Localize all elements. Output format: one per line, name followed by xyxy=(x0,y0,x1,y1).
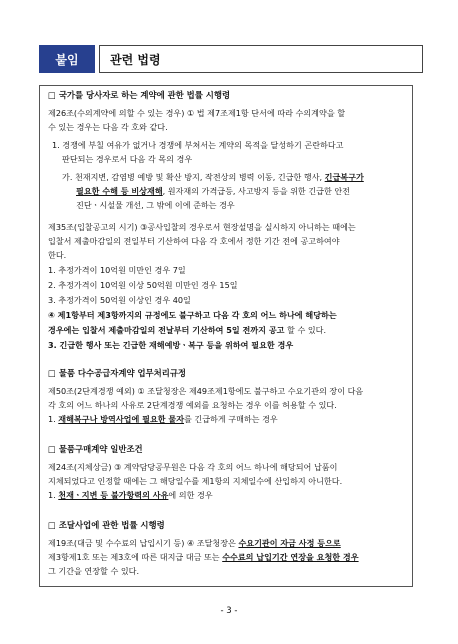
paragraph-line: 입찰서 제출마감일의 전일부터 기산하여 다음 각 호에서 정한 기간 전에 공고하여야 xyxy=(48,236,340,246)
attachment-badge: 붙임 xyxy=(39,45,95,73)
text-run: 1. xyxy=(48,490,59,500)
emphasis-text: 수수료의 납입기간 연장을 요청한 경우 xyxy=(222,552,359,562)
paragraph-line: 수 있는 경우는 다음 각 호와 같다. xyxy=(48,122,168,132)
text-run: , 원자재의 가격급등, 사고방지 등을 위한 긴급한 안전 xyxy=(162,186,350,196)
paragraph-line: 지체되었다고 인정할 때에는 그 해당일수를 제1항의 지체일수에 산입하지 아니한다. xyxy=(48,476,343,486)
page-number: - 3 - xyxy=(220,606,238,616)
emphasis-text: 수요기관이 자금 사정 등으로 xyxy=(238,538,341,548)
page-title: 관련 법령 xyxy=(99,45,423,73)
list-item xyxy=(48,414,408,425)
list-item: 진단ㆍ시설물 개선, 그 밖에 이에 준하는 경우 xyxy=(76,200,235,210)
paragraph-line: 각 호의 어느 하나의 사유로 2단계경쟁 예외를 요청하는 경우 이를 허용할 수 있다. xyxy=(48,400,337,410)
section-title: □ 물품구매계약 일반조건 xyxy=(48,444,143,454)
paragraph-line: 제50조(2단계경쟁 예외) ① 조달청장은 제49조제1항에도 불구하고 수요기관의 장이 다음 xyxy=(48,386,364,396)
emphasis-text: 필요한 수해 등 비상재해 xyxy=(76,186,163,196)
list-item: 3. 추정가격이 50억원 이상인 경우 40일 xyxy=(48,295,191,305)
emphasis-text: 천재ㆍ지변 등 불가항력의 사유 xyxy=(58,490,169,500)
section-title: □ 조달사업에 관한 법률 시행령 xyxy=(48,520,165,530)
list-item: 판단되는 경우로서 다음 각 목의 경우 xyxy=(62,154,193,164)
section-header xyxy=(39,45,413,73)
section-title: □ 물품 다수공급자계약 업무처리규정 xyxy=(48,368,187,378)
text-run: 가. 천재지변, 감염병 예방 및 확산 방지, 작전상의 병력 이동, 긴급한 행사, xyxy=(62,172,325,182)
text-run: 할 수 있다. xyxy=(287,325,327,335)
list-item: 3. 긴급한 행사 또는 긴급한 재해예방ㆍ복구 등을 위하여 필요한 경우 xyxy=(48,340,294,350)
list-item: ④ 제1항부터 제3항까지의 규정에도 불구하고 다음 각 호의 어느 하나에 해당하는 xyxy=(48,310,337,320)
paragraph-line: 제26조(수의계약에 의할 수 있는 경우) ① 법 제7조제1항 단서에 따라 수의계약을 할 xyxy=(48,108,346,118)
list-item xyxy=(48,325,408,336)
emphasis-text: 긴급복구가 xyxy=(324,172,364,182)
list-item: 1. 추정가격이 10억원 미만인 경우 7일 xyxy=(48,265,186,275)
list-item xyxy=(76,186,436,197)
text-run: 제19조(대금 및 수수료의 납입시기 등) ④ 조달청장은 xyxy=(48,538,239,548)
list-item: 1. 경쟁에 부칠 여유가 없거나 경쟁에 부쳐서는 계약의 목적을 달성하기 곤란하다고 xyxy=(52,140,344,150)
section-title: □ 국가를 당사자로 하는 계약에 관한 법률 시행령 xyxy=(48,90,231,100)
text-run: 1. xyxy=(48,414,59,424)
list-item: 2. 추정가격이 10억원 이상 50억원 미만인 경우 15일 xyxy=(48,280,238,290)
list-item xyxy=(62,172,422,183)
text-run: 에 의한 경우 xyxy=(168,490,213,500)
paragraph-line: 그 기간을 연장할 수 있다. xyxy=(48,566,140,576)
paragraph-line: 제35조(입찰공고의 시기) ③공사입찰의 경우로서 현장설명을 실시하지 아니하는 때에는 xyxy=(48,222,356,232)
list-item xyxy=(48,490,408,501)
paragraph-line: 한다. xyxy=(48,250,67,260)
emphasis-text: 경우에는 입찰서 제출마감일의 전날부터 기산하여 5일 전까지 공고 xyxy=(48,325,285,335)
emphasis-text: 재해복구나 방역사업에 필요한 물자 xyxy=(58,414,185,424)
paragraph-line xyxy=(48,552,408,563)
text-run: 제3항제1호 또는 제3호에 따른 대지급 대금 또는 xyxy=(48,552,223,562)
text-run: 를 긴급하게 구매하는 경우 xyxy=(184,414,278,424)
paragraph-line xyxy=(48,538,408,549)
paragraph-line: 제24조(지체상금) ③ 계약담당공무원은 다음 각 호의 어느 하나에 해당되어 납품이 xyxy=(48,462,338,472)
